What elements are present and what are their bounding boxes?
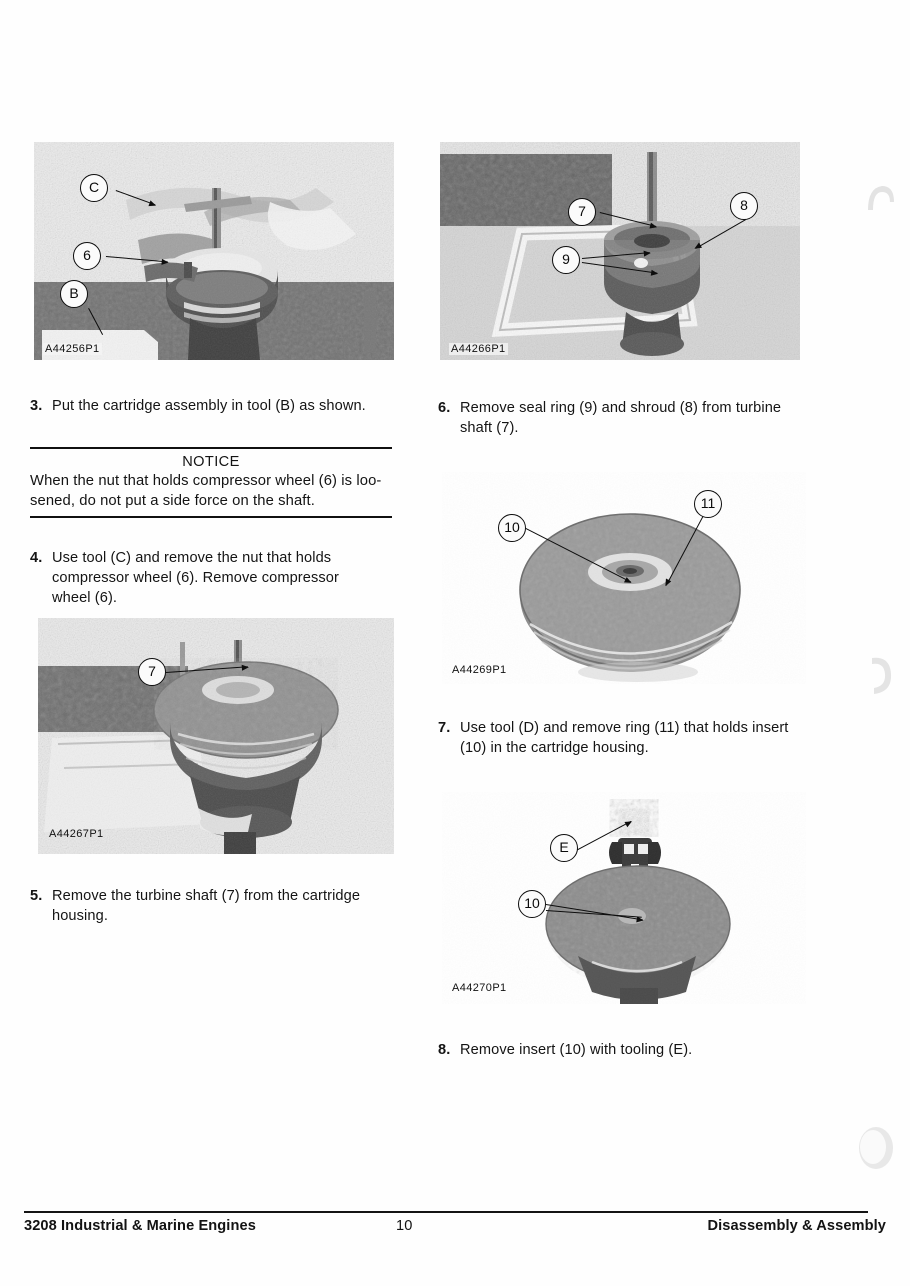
figure-id-a44269p1: A44269P1	[452, 664, 507, 676]
figure-a44266p1	[440, 142, 800, 360]
step-5-text: Remove the turbine shaft (7) from the cartridge housing.	[52, 888, 361, 924]
figure-a44270p1	[442, 792, 806, 1004]
footer-section-title: Disassembly & Assembly	[707, 1218, 886, 1234]
notice-top-rule	[30, 447, 392, 449]
step-8	[438, 1040, 796, 1060]
step-3-text: Put the cartridge assembly in tool (B) as shown.	[52, 398, 366, 414]
callout-11-fig4: 11	[694, 490, 722, 518]
footer-page-number: 10	[396, 1218, 910, 1286]
callout-b: B	[60, 280, 88, 308]
step-8-text: Remove insert (10) with tooling (E).	[460, 1042, 693, 1058]
step-5-number: 5.	[30, 888, 43, 904]
step-6-text: Remove seal ring (9) and shroud (8) from turbine shaft (7).	[460, 400, 782, 436]
step-3	[30, 396, 390, 416]
callout-10-fig5: 10	[518, 890, 546, 918]
step-3-number: 3.	[30, 398, 43, 414]
callout-9: 9	[552, 246, 580, 274]
callout-6: 6	[73, 242, 101, 270]
step-4-number: 4.	[30, 550, 43, 566]
footer-rule	[24, 1211, 868, 1213]
notice-bottom-rule	[30, 516, 392, 518]
step-7	[438, 718, 796, 758]
step-4-text: Use tool (C) and remove the nut that holds compressor wheel (6). Remove compressor wheel (6).	[52, 550, 339, 606]
notice-title: NOTICE	[182, 454, 240, 470]
step-5	[30, 886, 382, 926]
photo-turbine-shaft	[38, 618, 394, 854]
figure-a44256p1	[34, 142, 394, 360]
step-6-number: 6.	[438, 400, 451, 416]
callout-8: 8	[730, 192, 758, 220]
figure-id-a44267p1: A44267P1	[49, 828, 104, 840]
step-8-number: 8.	[438, 1042, 451, 1058]
figure-id-a44256p1: A44256P1	[45, 343, 100, 355]
step-7-number: 7.	[438, 720, 451, 736]
figure-id-a44270p1: A44270P1	[452, 982, 507, 994]
figure-a44267p1	[38, 618, 394, 854]
notice-line-2: sened, do not put a side force on the shaft.	[30, 493, 315, 509]
scan-artifact-top-right	[862, 180, 896, 226]
scan-artifact-middle-right	[864, 652, 896, 698]
callout-e-fig5: E	[550, 834, 578, 862]
footer-document-title: 3208 Industrial & Marine Engines	[24, 1218, 256, 1234]
callout-10-fig4: 10	[498, 514, 526, 542]
notice-line-1: When the nut that holds compressor wheel (6) is loo-	[30, 473, 382, 489]
callout-7: 7	[568, 198, 596, 226]
callout-7-fig3: 7	[138, 658, 166, 686]
notice-box	[30, 447, 392, 518]
step-6	[438, 398, 796, 438]
callout-c: C	[80, 174, 108, 202]
step-4	[30, 548, 380, 608]
figure-id-a44266p1: A44266P1	[451, 343, 506, 355]
scan-artifact-bottom-right	[854, 1122, 898, 1174]
photo-seal-ring-shroud	[440, 142, 800, 360]
step-7-text: Use tool (D) and remove ring (11) that holds insert (10) in the cartridge housing.	[460, 720, 789, 756]
figure-a44269p1	[442, 472, 806, 684]
